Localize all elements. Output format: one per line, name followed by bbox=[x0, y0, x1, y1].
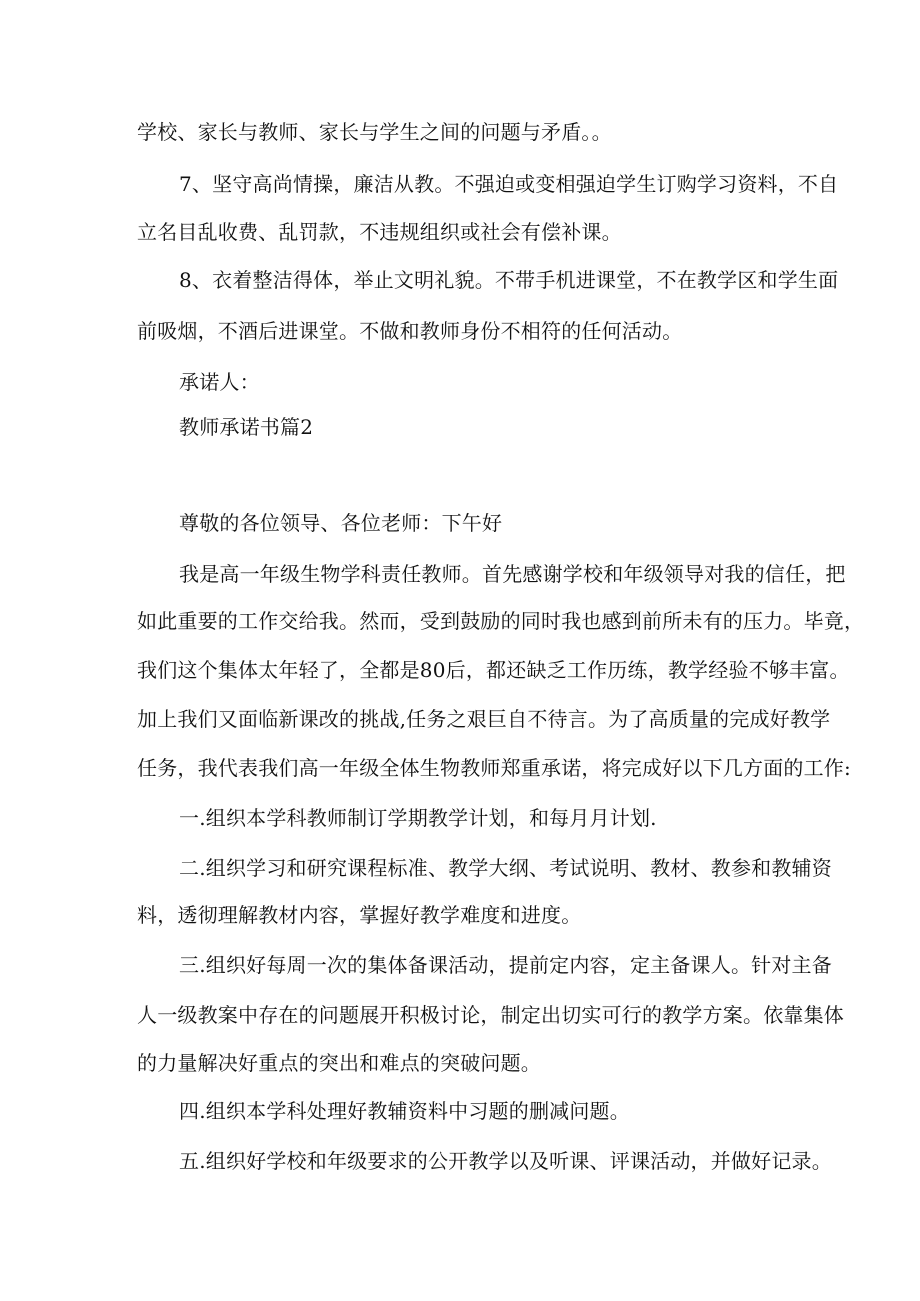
text-line: 8、衣着整洁得体，举止文明礼貌。不带手机进课堂，不在教学区和学生面 bbox=[179, 268, 839, 292]
text-line: 任务，我代表我们高一年级全体生物教师郑重承诺，将完成好以下几方面的工作: bbox=[137, 756, 851, 780]
list-item: 二.组织学习和研究课程标准、教学大纲、考试说明、教材、教参和教辅资 bbox=[179, 856, 832, 880]
list-item: 一.组织本学科教师制订学期教学计划，和每月月计划. bbox=[179, 806, 657, 830]
text-line: 人一级教案中存在的问题展开积极讨论，制定出切实可行的教学方案。依靠集体 bbox=[137, 1003, 844, 1027]
list-item: 四.组织本学科处理好教辅资料中习题的删减问题。 bbox=[179, 1099, 630, 1123]
text-line: 立名目乱收费、乱罚款，不违规组织或社会有偿补课。 bbox=[137, 220, 622, 244]
text-line: 承诺人： bbox=[179, 370, 260, 394]
text-line: 我们这个集体太年轻了，全都是80后，都还缺乏工作历练，教学经验不够丰富。 bbox=[137, 658, 850, 682]
salutation: 尊敬的各位领导、各位老师：下午好 bbox=[179, 511, 503, 535]
text-line: 如此重要的工作交给我。然而，受到鼓励的同时我也感到前所未有的压力。毕竟， bbox=[137, 609, 865, 633]
list-item: 五.组织好学校和年级要求的公开教学以及听课、评课活动，并做好记录。 bbox=[179, 1149, 832, 1173]
text-line: 我是高一年级生物学科责任教师。首先感谢学校和年级领导对我的信任，把 bbox=[179, 562, 846, 586]
text-line: 学校、家长与教师、家长与学生之间的问题与矛盾。。 bbox=[137, 120, 612, 144]
text-line: 前吸烟，不酒后进课堂。不做和教师身份不相符的任何活动。 bbox=[137, 319, 683, 343]
text-line: 7、坚守高尚情操，廉洁从教。不强迫或变相强迫学生订购学习资料，不自 bbox=[179, 172, 839, 196]
text-line: 的力量解决好重点的突出和难点的突破问题。 bbox=[137, 1051, 541, 1075]
text-line: 加上我们又面临新课改的挑战,任务之艰巨自不待言。为了高质量的完成好教学 bbox=[137, 707, 831, 731]
list-item: 三.组织好每周一次的集体备课活动，提前定内容，定主备课人。针对主备 bbox=[179, 953, 832, 977]
section-heading: 教师承诺书篇2 bbox=[179, 415, 314, 439]
text-line: 料，透彻理解教材内容，掌握好教学难度和进度。 bbox=[137, 903, 582, 927]
